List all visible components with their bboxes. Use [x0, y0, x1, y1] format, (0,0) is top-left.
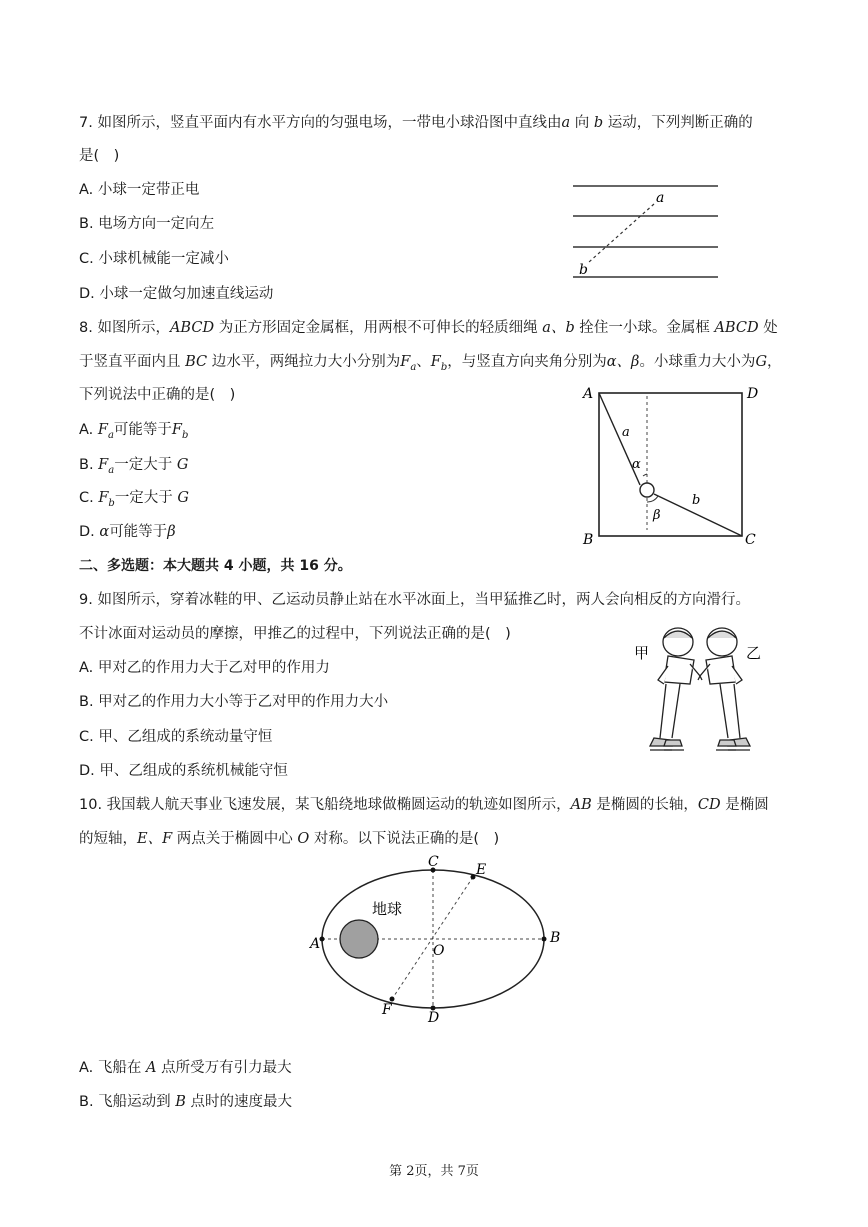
q7-stem-line1: 7. 如图所示，竖直平面内有水平方向的匀强电场，一带电小球沿图中直线由a 向 b 运动，下列判断正确的 [79, 115, 753, 131]
q10-option-a: A. 飞船在 A 点所受万有引力最大 [79, 1060, 292, 1076]
q9-stem-line2: 不计冰面对运动员的摩擦，甲推乙的过程中，下列说法正确的是( ) [79, 626, 511, 642]
q8-option-b: B. $F_a$一定大于 G [79, 457, 189, 476]
point-B [542, 937, 547, 942]
point-A [320, 937, 325, 942]
alpha-arc [643, 474, 647, 476]
point-F [390, 997, 395, 1002]
q10-orbit-figure [310, 852, 570, 1027]
q9-stem-line1: 9. 如图所示，穿着冰鞋的甲、乙运动员静止站在水平冰面上，当甲猛推乙时，两人会向相反的方向滑行。 [79, 592, 750, 608]
q10-stem-line1: 10. 我国载人航天事业飞速发展，某飞船绕地球做椭圆运动的轨迹如图所示，AB 是椭圆的长轴，CD 是椭圆 [79, 797, 769, 813]
q8-option-d: D. α可能等于β [79, 524, 176, 540]
q10-fig-A: A [310, 936, 321, 952]
q10-fig-D: D [428, 1010, 440, 1026]
q8-fig-rope-b-label: b [692, 493, 701, 508]
earth-label: 地球 [372, 900, 403, 918]
q7-option-d: D. 小球一定做匀加速直线运动 [79, 286, 274, 302]
q9-fig-label-jia: 甲 [634, 644, 650, 662]
q8-fig-C: C [745, 532, 756, 548]
q8-fig-A: A [583, 386, 594, 402]
q10-fig-C: C [428, 854, 439, 870]
q9-option-c: C. 甲、乙组成的系统动量守恒 [79, 729, 273, 745]
q9-option-d: D. 甲、乙组成的系统机械能守恒 [79, 763, 288, 779]
square-frame [599, 393, 742, 536]
earth-icon [340, 920, 378, 958]
q9-fig-label-yi: 乙 [746, 644, 762, 662]
q10-option-b: B. 飞船运动到 B 点时的速度最大 [79, 1094, 293, 1110]
q8-stem-line1: 8. 如图所示，ABCD 为正方形固定金属框，用两根不可伸长的轻质细绳 a、b 拴住一小球。金属框 ABCD 处 [79, 320, 778, 336]
q7-option-b: B. 电场方向一定向左 [79, 216, 215, 232]
q7-fig-label-b: b [579, 262, 588, 278]
section-heading-multi-choice: 二、多选题：本大题共 4 小题，共 16 分。 [79, 558, 352, 574]
q8-option-a: A. $F_a$可能等于$F_b$ [79, 422, 189, 441]
q9-option-b: B. 甲对乙的作用力大小等于乙对甲的作用力大小 [79, 694, 389, 710]
q10-fig-F: F [382, 1002, 392, 1018]
small-ball [640, 483, 654, 497]
q9-skaters-figure [620, 620, 780, 760]
q8-stem-line3: 下列说法中正确的是( ) [79, 387, 236, 403]
q8-fig-B: B [583, 532, 594, 548]
q7-option-c: C. 小球机械能一定减小 [79, 251, 229, 267]
q8-fig-alpha: α [632, 457, 641, 472]
trajectory-line [589, 204, 654, 262]
q8-fig-rope-a-label: a [622, 425, 630, 440]
q8-fig-beta: β [653, 508, 661, 523]
q7-figure [570, 178, 722, 282]
q10-fig-E: E [476, 862, 487, 878]
point-E [471, 875, 476, 880]
q8-stem-line2: 于竖直平面内且 BC 边水平，两绳拉力大小分别为$F_a$、$F_b$，与竖直方向夹角分别为α、β。小球重力大小为G， [79, 354, 782, 373]
q10-stem-line2: 的短轴，E、F 两点关于椭圆中心 O 对称。以下说法正确的是( ) [79, 831, 500, 847]
q7-fig-label-a: a [656, 190, 665, 206]
q7-option-a: A. 小球一定带正电 [79, 182, 200, 198]
q8-option-c: C. $F_b$一定大于 G [79, 490, 190, 509]
q7-stem-line2: 是( ) [79, 148, 120, 164]
q8-figure [580, 380, 765, 548]
skater-jia-icon [650, 628, 700, 750]
q10-fig-O: O [433, 943, 445, 959]
skater-yi-icon [700, 628, 750, 750]
page-footer: 第 2页，共 7页 [389, 1164, 479, 1179]
q10-fig-B: B [550, 930, 561, 946]
q9-option-a: A. 甲对乙的作用力大于乙对甲的作用力 [79, 660, 330, 676]
q8-fig-D: D [747, 386, 759, 402]
